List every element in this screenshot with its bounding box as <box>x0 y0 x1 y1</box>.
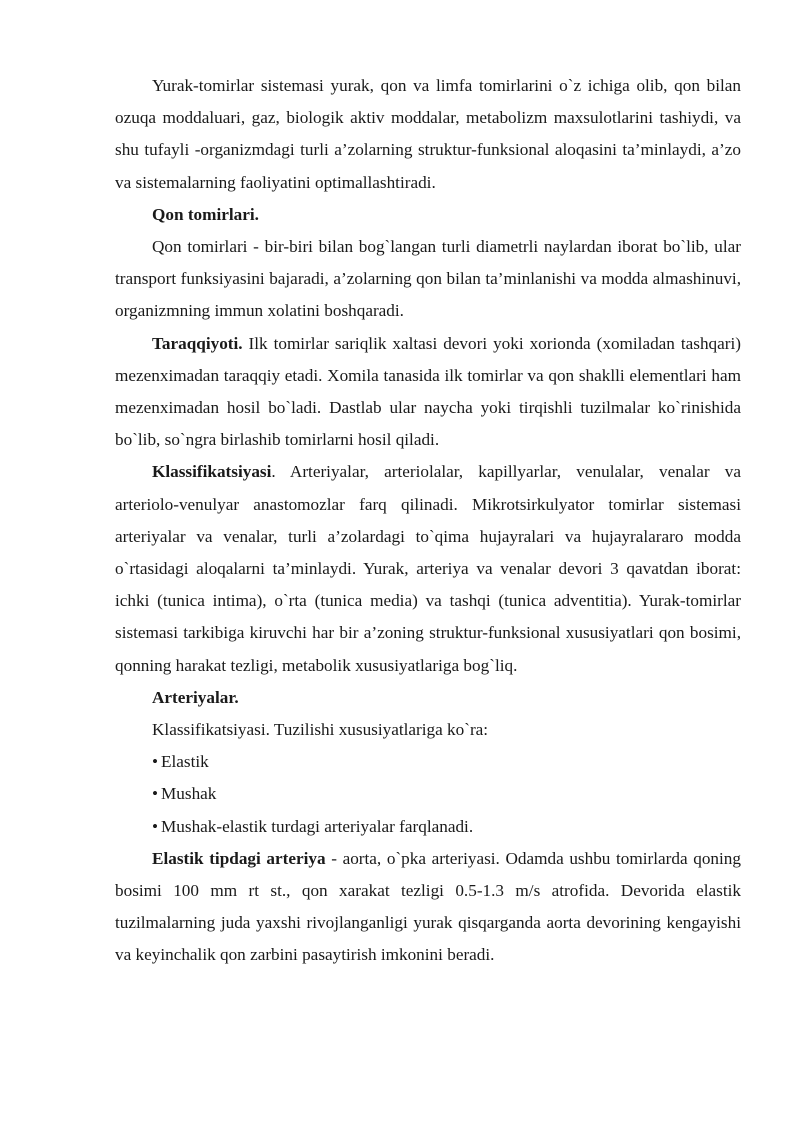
qon-tomirlari-paragraph: Qon tomirlari - bir-biri bilan bog`langan turli diametrli naylardan iborat bo`lib, ular transport funksiyasini bajaradi, a’zolarning qon bilan ta’minlanishi va modda almashinuvi, organizmning immun xolatini boshqaradi. <box>115 237 741 321</box>
list-item-text: Mushak <box>161 784 217 804</box>
taraqqiyoti-label: Taraqqiyoti. <box>152 333 243 353</box>
bullet-icon: • <box>152 784 159 804</box>
list-item <box>115 746 741 778</box>
document-page <box>115 70 741 972</box>
intro-paragraph: Yurak-tomirlar sistemasi yurak, qon va limfa tomirlarini o`z ichiga olib, qon bilan ozuqa moddaluari, gaz, biologik aktiv moddalar, metabolizm maxsulotlarini tashiydi, va shu tufayli -organizmdagi turli a’zolarning struktur-funksional aloqasini ta’minlaydi, a’zo va sistemalarning faoliyatini optimallashtiradi. <box>115 76 741 192</box>
section-heading-qon-tomirlari <box>115 199 741 231</box>
list-item <box>115 811 741 843</box>
elastik-paragraph <box>115 843 741 972</box>
klassifikatsiyasi-paragraph <box>115 456 741 681</box>
elastik-text: - aorta, o`pka arteriyasi. Odamda ushbu tomirlarda qoning bosimi 100 mm rt st., qon xarakat tezligi 0.5-1.3 m/s atrofida. Devorida elastik tuzilmalarning juda yaxshi rivojlanganligi yurak qisqarganda aorta devorining kengayishi va keyinchalik qon zarbini pasaytirish imkonini beradi. <box>115 848 741 965</box>
taraqqiyoti-text: Ilk tomirlar sariqlik xaltasi devori yoki xorionda (xomiladan tashqari) mezenximadan taraqqiy etadi. Xomila tanasida ilk tomirlar va qon shaklli elementlari ham mezenximadan hosil bo`ladi. Dastlab ular naycha yoki tirqishli tuzilmalar ko`rinishida bo`lib, so`ngra birlashib tomirlarni hosil qiladi. <box>115 333 741 450</box>
bullet-icon: • <box>152 752 159 772</box>
taraqqiyoti-paragraph <box>115 328 741 457</box>
klassifikatsiyasi-label: Klassifikatsiyasi <box>152 462 272 482</box>
elastik-label: Elastik tipdagi arteriya <box>152 848 326 868</box>
heading-text: Qon tomirlari. <box>152 204 259 224</box>
bullet-icon: • <box>152 816 159 836</box>
list-item-text: Elastik <box>161 752 209 772</box>
list-item <box>115 778 741 810</box>
section-heading-arteriyalar <box>115 682 741 714</box>
klassifikatsiyasi-text: . Arteriyalar, arteriolalar, kapillyarlar, venulalar, venalar va arteriolo-venulyar anastomozlar farq qilinadi. Mikrotsirkulyator tomirlar sistemasi arteriyalar va venalar, turli a’zolardagi to`qima hujayralari va hujayralararo modda o`rtasidagi aloqalarni ta’minlaydi. Yurak, arteriya va venalar devori 3 qavatdan iborat: ichki (tunica intima), o`rta (tunica media) va tashqi (tunica adventitia). Yurak-tomirlar sistemasi tarkibiga kiruvchi har bir a’zoning struktur-funksional xususiyatlari qon bosimi, qonning harakat tezligi, metabolik xususiyatlariga bog`liq. <box>115 462 741 675</box>
heading-text: Arteriyalar. <box>152 687 239 707</box>
classification-intro: Klassifikatsiyasi. Tuzilishi xususiyatlariga ko`ra: <box>152 720 489 740</box>
list-item-text: Mushak-elastik turdagi arteriyalar farqlanadi. <box>161 816 474 836</box>
